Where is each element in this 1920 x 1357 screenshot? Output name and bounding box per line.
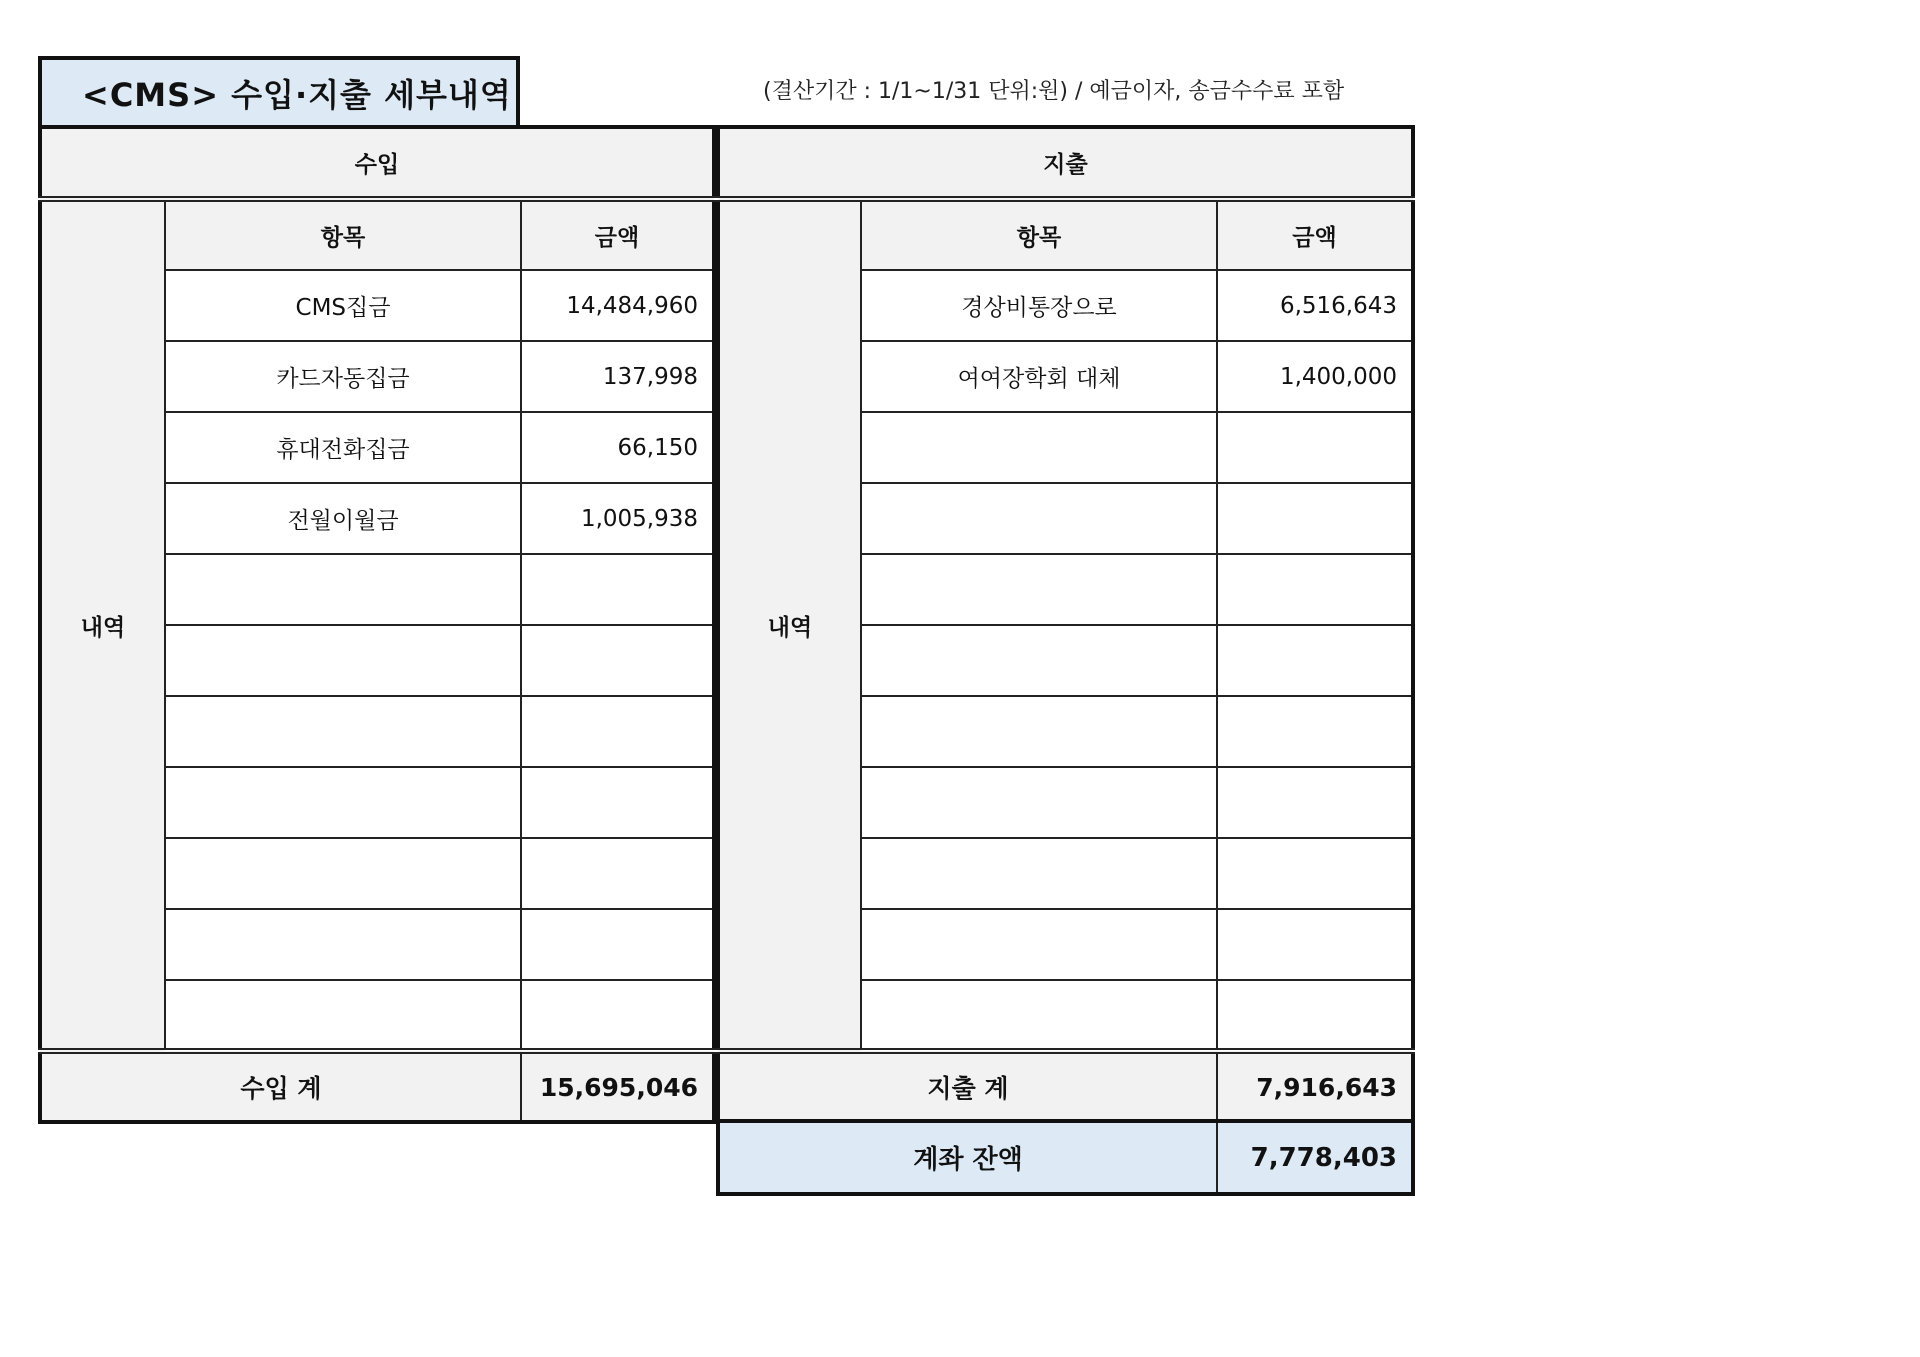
income-total-value: 15,695,046: [521, 1051, 714, 1122]
income-amount-cell: [521, 980, 714, 1051]
expense-column-header-row: [718, 199, 1413, 270]
expense-amount-cell: [1217, 412, 1413, 483]
document-title: <CMS> 수입·지출 세부내역: [38, 56, 520, 125]
income-amount-cell: [521, 909, 714, 980]
expense-total-label: 지출 계: [718, 1051, 1217, 1122]
income-total-label: 수입 계: [40, 1051, 521, 1122]
balance-label: 계좌 잔액: [718, 1121, 1217, 1194]
expense-amount-cell: [1217, 909, 1413, 980]
income-item-cell: [165, 909, 521, 980]
income-amount-cell: 66,150: [521, 412, 714, 483]
income-amount-cell: 137,998: [521, 341, 714, 412]
income-table: [38, 125, 716, 1124]
expense-item-cell: [861, 838, 1217, 909]
expense-item-cell: [861, 625, 1217, 696]
income-section-label: 수입: [40, 127, 714, 199]
expense-item-cell: 여여장학회 대체: [861, 341, 1217, 412]
income-amount-cell: 14,484,960: [521, 270, 714, 341]
income-total-row: [40, 1051, 714, 1122]
period-note: (결산기간 : 1/1~1/31 단위:원) / 예금이자, 송금수수료 포함: [763, 79, 1345, 104]
balance-row: [718, 1121, 1413, 1194]
income-item-cell: CMS집금: [165, 270, 521, 341]
income-amount-cell: [521, 767, 714, 838]
income-column-header-row: [40, 199, 714, 270]
income-item-cell: 카드자동집금: [165, 341, 521, 412]
expense-item-cell: [861, 554, 1217, 625]
income-item-cell: [165, 838, 521, 909]
income-item-cell: 전월이월금: [165, 483, 521, 554]
expense-col-item-header: 항목: [861, 199, 1217, 270]
income-item-cell: [165, 554, 521, 625]
expense-item-cell: [861, 696, 1217, 767]
balance-value: 7,778,403: [1217, 1121, 1413, 1194]
income-item-cell: [165, 980, 521, 1051]
income-item-cell: [165, 696, 521, 767]
expense-item-cell: [861, 767, 1217, 838]
expense-side-label: 내역: [718, 199, 861, 1051]
expense-amount-cell: [1217, 483, 1413, 554]
expense-amount-cell: 1,400,000: [1217, 341, 1413, 412]
income-amount-cell: [521, 625, 714, 696]
expense-total-value: 7,916,643: [1217, 1051, 1413, 1122]
expense-amount-cell: [1217, 838, 1413, 909]
income-col-item-header: 항목: [165, 199, 521, 270]
expense-section-label: 지출: [718, 127, 1413, 199]
expense-amount-cell: [1217, 625, 1413, 696]
income-item-cell: [165, 625, 521, 696]
income-amount-cell: [521, 554, 714, 625]
expense-amount-cell: [1217, 767, 1413, 838]
expense-total-row: [718, 1051, 1413, 1122]
income-col-amount-header: 금액: [521, 199, 714, 270]
expense-amount-cell: [1217, 696, 1413, 767]
expense-item-cell: 경상비통장으로: [861, 270, 1217, 341]
expense-amount-cell: [1217, 980, 1413, 1051]
income-item-cell: [165, 767, 521, 838]
expense-item-cell: [861, 412, 1217, 483]
income-amount-cell: 1,005,938: [521, 483, 714, 554]
expense-amount-cell: 6,516,643: [1217, 270, 1413, 341]
balance-table: [716, 1119, 1415, 1196]
expense-amount-cell: [1217, 554, 1413, 625]
income-section-header-row: [40, 127, 714, 199]
income-amount-cell: [521, 696, 714, 767]
expense-section-header-row: [718, 127, 1413, 199]
expense-item-cell: [861, 909, 1217, 980]
income-side-label: 내역: [40, 199, 165, 1051]
expense-table: [716, 125, 1415, 1124]
income-amount-cell: [521, 838, 714, 909]
income-item-cell: 휴대전화집금: [165, 412, 521, 483]
expense-item-cell: [861, 980, 1217, 1051]
expense-item-cell: [861, 483, 1217, 554]
expense-col-amount-header: 금액: [1217, 199, 1413, 270]
